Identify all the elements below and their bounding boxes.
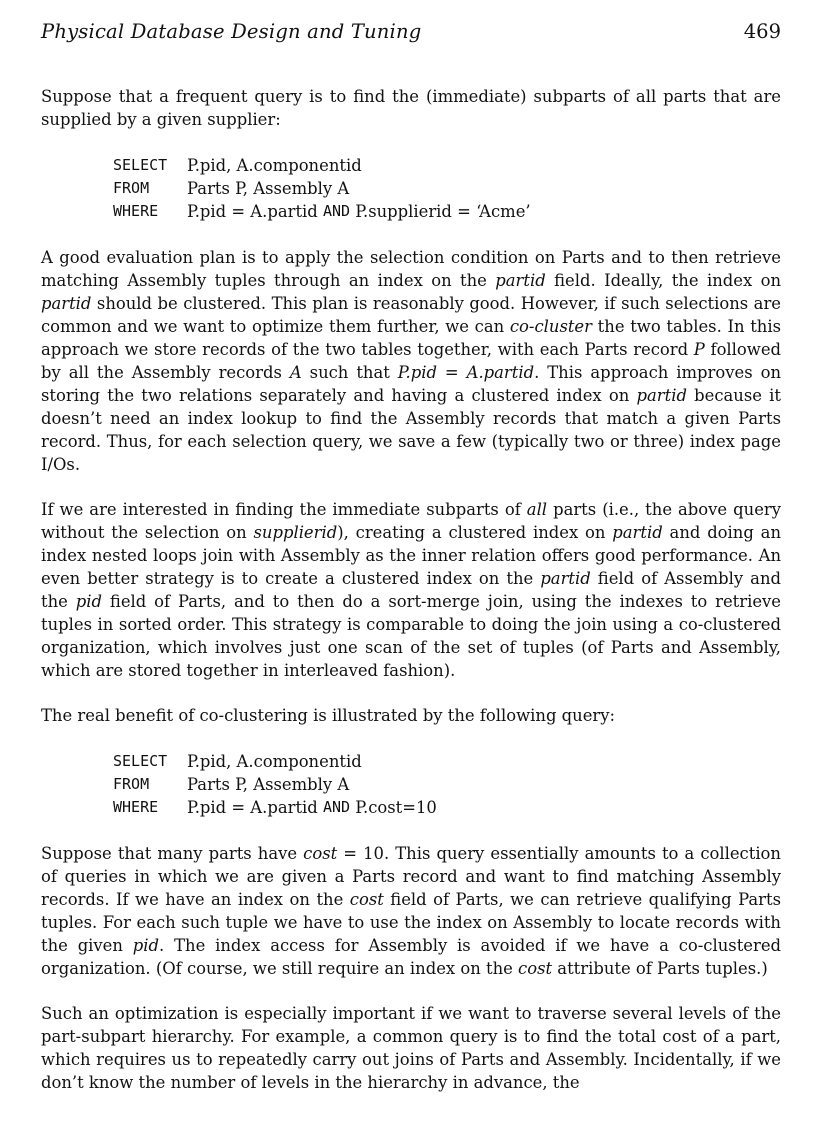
from-clause	[113, 177, 781, 200]
paragraph-4: The real benefit of co-clustering is illustrated by the following query:	[41, 706, 616, 725]
select-columns: P.pid, A.componentid	[187, 156, 362, 175]
where-keyword: WHERE	[113, 202, 159, 220]
from-tables: Parts P, Assembly A	[187, 179, 350, 198]
where-keyword: WHERE	[113, 798, 159, 816]
select-keyword: SELECT	[113, 156, 168, 174]
paragraph-3: If we are interested in finding the immediate subparts of all parts (i.e., the above query without the selection on supplierid), creating a clustered index on partid and doing an index nested loops join with Assembly as the inner relation offers good performance. An even better strategy is to create a clustered index on the partid field of Assembly and the pid field of Parts, and to then do a sort-merge join, using the indexes to retrieve tuples in sorted order. This strategy is comparable to doing the join using a co-clustered organization, which involves just one scan of the set of tuples (of Parts and Assembly, which are stored together in interleaved fashion).	[41, 500, 782, 680]
chapter-title: Physical Database Design and Tuning	[41, 20, 422, 43]
where-condition-2: P.cost=10	[355, 798, 437, 817]
where-condition-1: P.pid = A.partid	[187, 798, 318, 817]
page-number: 469	[743, 20, 781, 43]
and-keyword: AND	[322, 202, 351, 220]
where-clause	[113, 200, 781, 223]
running-header	[41, 20, 781, 48]
from-keyword: FROM	[113, 775, 150, 793]
paragraph-2: A good evaluation plan is to apply the selection condition on Parts and to then retrieve matching Assembly tuples through an index on the partid field. Ideally, the index on partid should be clustered. This plan is reasonably good. However, if such selections are common and we want to optimize them further, we can co-cluster the two tables. In this approach we store records of the two tables together, with each Parts record P followed by all the Assembly records A such that P.pid = A.partid. This approach improves on storing the two relations separately and having a clustered index on partid because it doesn’t need an index lookup to find the Assembly records that match a given Parts record. Thus, for each selection query, we save a few (typically two or three) index page I/Os.	[41, 248, 782, 474]
where-clause	[113, 796, 781, 819]
select-columns: P.pid, A.componentid	[187, 752, 362, 771]
from-clause	[113, 773, 781, 796]
sql-query-2	[113, 750, 781, 819]
select-keyword: SELECT	[113, 752, 168, 770]
select-clause	[113, 154, 781, 177]
paragraph-1: Suppose that a frequent query is to find the (immediate) subparts of all parts that are supplied by a given supplier:	[41, 87, 781, 129]
where-condition-1: P.pid = A.partid	[187, 202, 318, 221]
paragraph-5: Suppose that many parts have cost = 10. This query essentially amounts to a collection of queries in which we are given a Parts record and want to find matching Assembly records. If we have an index on the cost field of Parts, we can retrieve qualifying Parts tuples. For each such tuple we have to use the index on Assembly to locate records with the given pid. The index access for Assembly is avoided if we have a co-clustered organization. (Of course, we still require an index on the cost attribute of Parts tuples.)	[41, 844, 782, 978]
paragraph-6: Such an optimization is especially important if we want to traverse several levels of the part-subpart hierarchy. For example, a common query is to find the total cost of a part, which requires us to repeatedly carry out joins of Parts and Assembly. Incidentally, if we don’t know the number of levels in the hierarchy in advance, the	[41, 1004, 781, 1092]
and-keyword: AND	[322, 798, 351, 816]
sql-query-1	[113, 154, 781, 223]
from-tables: Parts P, Assembly A	[187, 775, 350, 794]
from-keyword: FROM	[113, 179, 150, 197]
where-condition-2: P.supplierid = ‘Acme’	[355, 202, 531, 221]
select-clause	[113, 750, 781, 773]
book-page	[41, 20, 781, 1094]
